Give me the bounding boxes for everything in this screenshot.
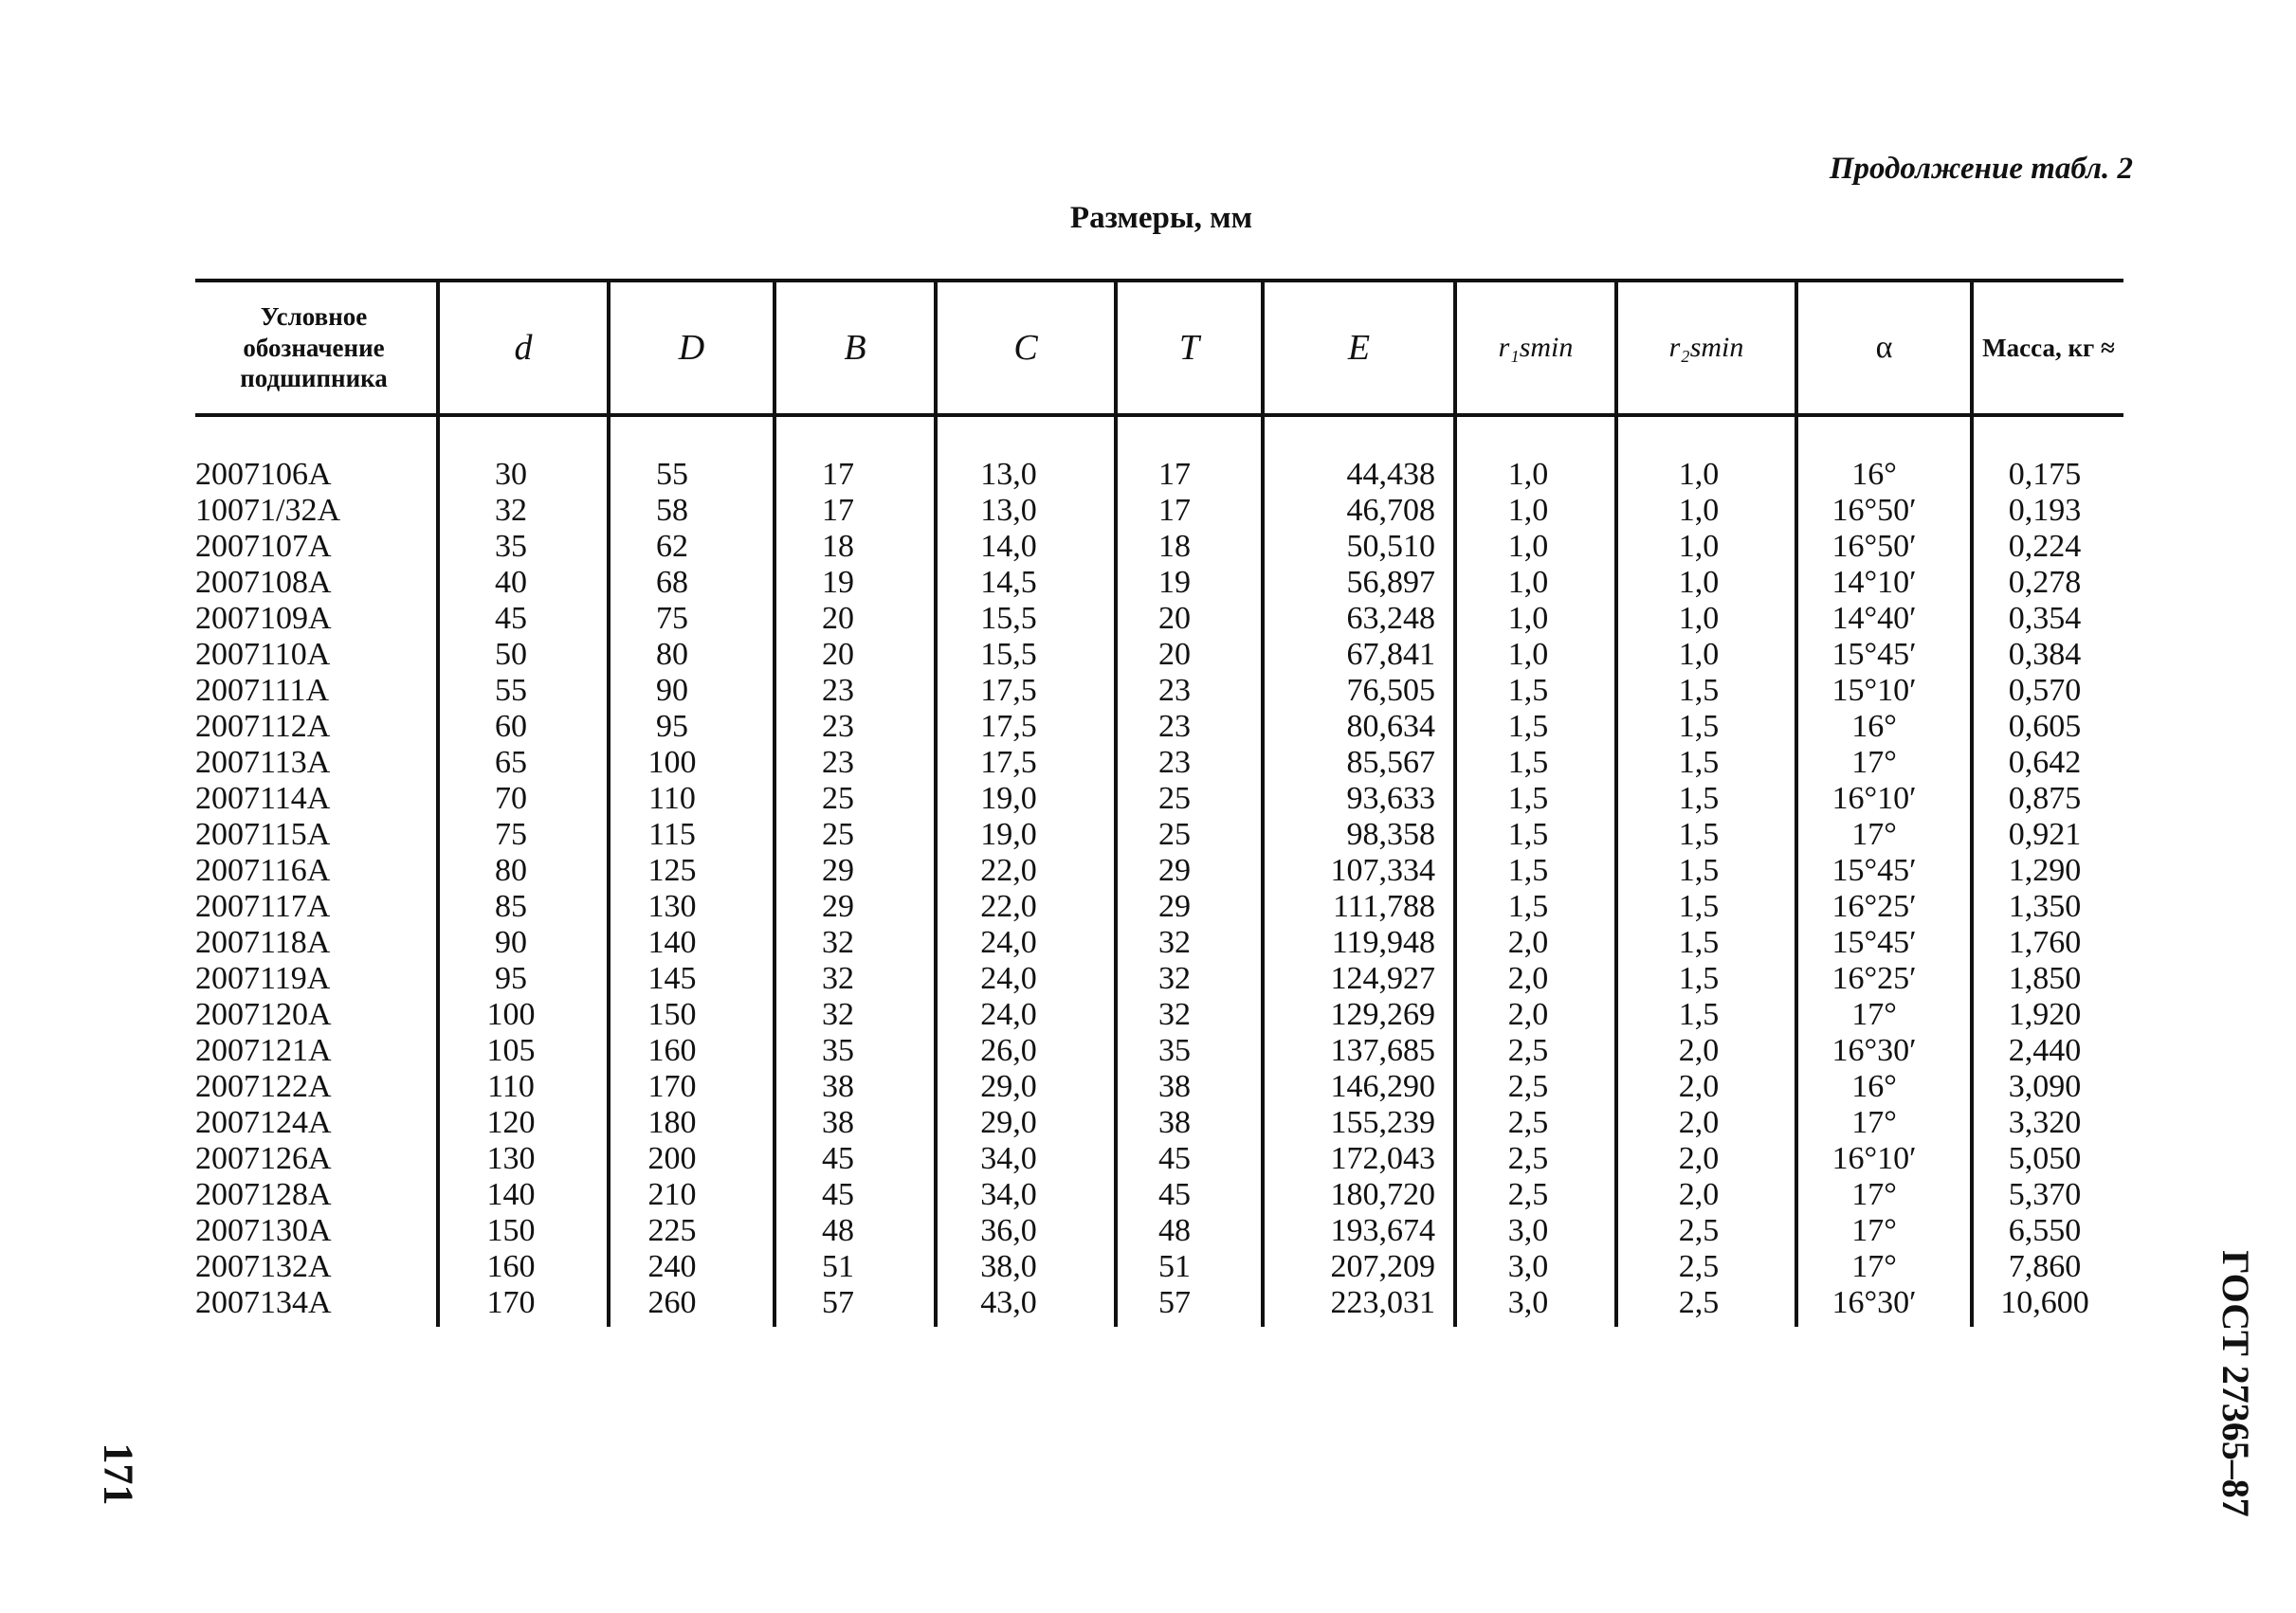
table-cell: 13,0	[980, 493, 1037, 528]
table-cell: 17°	[1851, 745, 1897, 780]
table-cell: 90	[495, 925, 527, 960]
table-cell: 23	[1158, 673, 1191, 708]
table-cell: 55	[495, 673, 527, 708]
table-cell: 29	[822, 889, 854, 924]
table-cell: 17,5	[980, 709, 1037, 744]
table-cell: 260	[647, 1285, 697, 1320]
table-cell: 35	[822, 1033, 854, 1068]
table-cell: 80	[656, 637, 688, 672]
table-cell: 100	[486, 997, 536, 1032]
table-cell: 32	[1158, 925, 1191, 960]
table-cell: 2007114А	[195, 781, 331, 816]
table-cell: 19	[1158, 565, 1191, 600]
table-cell: 0,175	[2008, 457, 2082, 492]
table-cell: 43,0	[980, 1285, 1037, 1320]
table-cell: 17°	[1851, 1177, 1897, 1212]
table-cell: 45	[1158, 1177, 1191, 1212]
table-cell: 15°45′	[1831, 925, 1917, 960]
table-cell: 20	[1158, 601, 1191, 636]
table-cell: 15°45′	[1831, 853, 1917, 888]
table-cell: 75	[495, 817, 527, 852]
table-cell: 1,5	[1507, 853, 1549, 888]
column-T	[1118, 457, 1231, 1321]
table-cell: 62	[656, 529, 688, 564]
table-cell: 0,875	[2008, 781, 2082, 816]
table-cell: 1,5	[1678, 889, 1720, 924]
table-cell: 1,5	[1678, 997, 1720, 1032]
table-cell: 20	[822, 601, 854, 636]
table-cell: 180	[647, 1105, 697, 1140]
table-cell: 115	[648, 817, 696, 852]
table-cell: 19,0	[980, 781, 1037, 816]
table-cell: 24,0	[980, 961, 1037, 996]
table-cell: 1,5	[1678, 745, 1720, 780]
table-cell: 75	[656, 601, 688, 636]
column-mass	[1974, 457, 2116, 1321]
table-cell: 17	[1158, 457, 1191, 492]
table-cell: 45	[495, 601, 527, 636]
table-cell: 150	[647, 997, 697, 1032]
units-label: Размеры, мм	[1069, 201, 1253, 235]
table-cell: 1,5	[1678, 709, 1720, 744]
table-cell: 3,0	[1507, 1285, 1549, 1320]
table-cell: 1,0	[1678, 565, 1720, 600]
table-cell: 36,0	[980, 1213, 1037, 1248]
table-cell: 16°	[1851, 457, 1897, 492]
table-cell: 29,0	[980, 1105, 1037, 1140]
table-cell: 23	[1158, 709, 1191, 744]
table-cell: 1,0	[1678, 601, 1720, 636]
table-cell: 93,633	[1346, 781, 1435, 816]
table-cell: 130	[486, 1141, 536, 1176]
table-cell: 48	[822, 1213, 854, 1248]
table-cell: 16°	[1851, 1069, 1897, 1104]
table-cell: 26,0	[980, 1033, 1037, 1068]
table-cell: 29	[1158, 889, 1191, 924]
table-cell: 0,642	[2008, 745, 2082, 780]
table-cell: 1,5	[1507, 673, 1549, 708]
table-cell: 130	[647, 889, 697, 924]
table-cell: 2007106А	[195, 457, 332, 492]
table-cell: 170	[486, 1285, 536, 1320]
header-C: C	[1013, 328, 1038, 368]
table-cell: 18	[1158, 529, 1191, 564]
header-designation: Условное обозначение подшипника	[240, 302, 388, 393]
table-cell: 2007132А	[195, 1249, 332, 1284]
table-cell: 1,5	[1507, 889, 1549, 924]
table-cell: 3,0	[1507, 1213, 1549, 1248]
table-cell: 2007107А	[195, 529, 332, 564]
table-cell: 29	[1158, 853, 1191, 888]
table-cell: 2007110А	[195, 637, 331, 672]
table-cell: 63,248	[1346, 601, 1435, 636]
table-cell: 207,209	[1330, 1249, 1435, 1284]
table-cell: 38	[822, 1069, 854, 1104]
table-cell: 2007118А	[195, 925, 331, 960]
table-cell: 85,567	[1346, 745, 1435, 780]
table-cell: 14°10′	[1831, 565, 1917, 600]
table-cell: 15°10′	[1831, 673, 1917, 708]
table-cell: 1,0	[1678, 529, 1720, 564]
table-header-rule	[195, 413, 2123, 417]
table-cell: 32	[822, 961, 854, 996]
table-cell: 15°45′	[1831, 637, 1917, 672]
table-cell: 15,5	[980, 637, 1037, 672]
table-cell: 51	[822, 1249, 854, 1284]
table-cell: 1,5	[1507, 745, 1549, 780]
table-cell: 22,0	[980, 853, 1037, 888]
table-cell: 17°	[1851, 997, 1897, 1032]
table-cell: 200	[647, 1141, 697, 1176]
table-cell: 34,0	[980, 1177, 1037, 1212]
table-cell: 125	[647, 853, 697, 888]
column-D	[610, 457, 734, 1321]
table-cell: 1,0	[1678, 493, 1720, 528]
table-cell: 172,043	[1330, 1141, 1435, 1176]
table-cell: 2,0	[1507, 961, 1549, 996]
table-cell: 1,0	[1507, 493, 1549, 528]
table-cell: 14,0	[980, 529, 1037, 564]
table-cell: 119,948	[1331, 925, 1435, 960]
table-cell: 155,239	[1330, 1105, 1435, 1140]
table-cell: 16°50′	[1831, 529, 1917, 564]
table-cell: 0,278	[2008, 565, 2082, 600]
table-cell: 3,090	[2008, 1069, 2082, 1104]
table-cell: 146,290	[1330, 1069, 1435, 1104]
table-cell: 2007119А	[195, 961, 331, 996]
table-cell: 13,0	[980, 457, 1037, 492]
table-cell: 1,5	[1507, 781, 1549, 816]
table-cell: 1,850	[2008, 961, 2082, 996]
header-D: D	[678, 328, 705, 368]
table-cell: 32	[495, 493, 527, 528]
table-cell: 129,269	[1330, 997, 1435, 1032]
table-cell: 124,927	[1330, 961, 1435, 996]
table-cell: 1,0	[1507, 601, 1549, 636]
table-cell: 2007122А	[195, 1069, 332, 1104]
table-cell: 48	[1158, 1213, 1191, 1248]
column-designation	[195, 457, 432, 1321]
table-cell: 24,0	[980, 925, 1037, 960]
table-cell: 0,921	[2008, 817, 2082, 852]
column-r1smin	[1457, 457, 1599, 1321]
table-cell: 0,354	[2008, 601, 2082, 636]
table-cell: 2,440	[2008, 1033, 2082, 1068]
table-cell: 32	[822, 925, 854, 960]
table-cell: 0,570	[2008, 673, 2082, 708]
table-cell: 1,5	[1507, 817, 1549, 852]
table-cell: 14°40′	[1831, 601, 1917, 636]
table-cell: 2,5	[1507, 1177, 1549, 1212]
table-cell: 100	[647, 745, 697, 780]
table-cell: 60	[495, 709, 527, 744]
table-cell: 210	[647, 1177, 697, 1212]
table-cell: 1,5	[1678, 817, 1720, 852]
table-cell: 68	[656, 565, 688, 600]
table-cell: 38	[1158, 1105, 1191, 1140]
table-cell: 150	[486, 1213, 536, 1248]
page-number: 171	[95, 1442, 142, 1506]
table-cell: 17,5	[980, 745, 1037, 780]
table-cell: 2007116А	[195, 853, 331, 888]
table-cell: 58	[656, 493, 688, 528]
table-cell: 2,5	[1678, 1285, 1720, 1320]
table-cell: 17°	[1851, 1249, 1897, 1284]
header-r2smin: r₂smin	[1668, 332, 1744, 363]
table-cell: 23	[822, 673, 854, 708]
table-cell: 120	[486, 1105, 536, 1140]
table-cell: 2007112А	[195, 709, 331, 744]
table-cell: 180,720	[1330, 1177, 1435, 1212]
table-cell: 18	[822, 529, 854, 564]
table-cell: 110	[648, 781, 696, 816]
column-r2smin	[1618, 457, 1779, 1321]
table-cell: 160	[647, 1033, 697, 1068]
table-cell: 57	[1158, 1285, 1191, 1320]
table-cell: 225	[647, 1213, 697, 1248]
table-cell: 2,5	[1507, 1069, 1549, 1104]
header-T: T	[1178, 328, 1200, 368]
table-cell: 2007128А	[195, 1177, 332, 1212]
table-cell: 16°	[1851, 709, 1897, 744]
table-cell: 0,224	[2008, 529, 2082, 564]
table-cell: 17	[822, 493, 854, 528]
table-cell: 2,5	[1507, 1141, 1549, 1176]
table-cell: 16°25′	[1831, 961, 1917, 996]
table-cell: 2,5	[1507, 1105, 1549, 1140]
table-cell: 1,5	[1507, 709, 1549, 744]
table-cell: 34,0	[980, 1141, 1037, 1176]
table-cell: 95	[656, 709, 688, 744]
table-cell: 1,350	[2008, 889, 2082, 924]
table-cell: 2007115А	[195, 817, 331, 852]
table-cell: 1,0	[1507, 637, 1549, 672]
table-cell: 2,5	[1678, 1249, 1720, 1284]
table-cell: 2007121А	[195, 1033, 332, 1068]
table-cell: 20	[822, 637, 854, 672]
header-alpha	[1798, 282, 1970, 413]
table-cell: 1,0	[1678, 457, 1720, 492]
table-cell: 107,334	[1330, 853, 1435, 888]
header-d: d	[514, 328, 533, 368]
table-cell: 137,685	[1330, 1033, 1435, 1068]
table-cell: 140	[647, 925, 697, 960]
table-cell: 1,760	[2008, 925, 2082, 960]
table-cell: 5,370	[2008, 1177, 2082, 1212]
table-cell: 140	[486, 1177, 536, 1212]
table-cell: 2007113А	[195, 745, 331, 780]
table-cell: 0,605	[2008, 709, 2082, 744]
table-cell: 55	[656, 457, 688, 492]
table-cell: 38	[1158, 1069, 1191, 1104]
table-cell: 15,5	[980, 601, 1037, 636]
table-cell: 2007126А	[195, 1141, 332, 1176]
table-cell: 2007108А	[195, 565, 332, 600]
table-cell: 16°30′	[1831, 1285, 1917, 1320]
column-E	[1265, 457, 1435, 1321]
table-cell: 98,358	[1346, 817, 1435, 852]
column-alpha	[1798, 457, 1950, 1321]
table-cell: 70	[495, 781, 527, 816]
table-cell: 40	[495, 565, 527, 600]
table-cell: 1,5	[1678, 853, 1720, 888]
table-cell: 45	[822, 1177, 854, 1212]
table-cell: 2007111А	[195, 673, 330, 708]
table-cell: 16°50′	[1831, 493, 1917, 528]
table-cell: 45	[822, 1141, 854, 1176]
table-cell: 22,0	[980, 889, 1037, 924]
table-cell: 5,050	[2008, 1141, 2082, 1176]
table-cell: 16°30′	[1831, 1033, 1917, 1068]
table-cell: 2,5	[1678, 1213, 1720, 1248]
table-cell: 25	[1158, 817, 1191, 852]
standard-code: ГОСТ 27365–87	[2214, 1250, 2257, 1517]
column-d	[440, 457, 582, 1321]
table-cell: 2007124А	[195, 1105, 332, 1140]
table-cell: 44,438	[1346, 457, 1435, 492]
table-cell: 1,0	[1678, 637, 1720, 672]
table-cell: 2007117А	[195, 889, 331, 924]
table-cell: 3,320	[2008, 1105, 2082, 1140]
table-cell: 1,5	[1678, 925, 1720, 960]
table-cell: 30	[495, 457, 527, 492]
table-cell: 24,0	[980, 997, 1037, 1032]
table-cell: 10071/32А	[195, 493, 340, 528]
table-cell: 32	[1158, 997, 1191, 1032]
table-cell: 16°10′	[1831, 1141, 1917, 1176]
table-cell: 1,5	[1678, 961, 1720, 996]
table-cell: 25	[822, 817, 854, 852]
alpha-symbol: α	[1875, 330, 1893, 365]
table-cell: 14,5	[980, 565, 1037, 600]
table-cell: 25	[1158, 781, 1191, 816]
table-cell: 2,0	[1507, 997, 1549, 1032]
table-cell: 38,0	[980, 1249, 1037, 1284]
table-cell: 3,0	[1507, 1249, 1549, 1284]
table-cell: 0,384	[2008, 637, 2082, 672]
table-cell: 23	[822, 709, 854, 744]
table-cell: 2007130А	[195, 1213, 332, 1248]
table-cell: 85	[495, 889, 527, 924]
table-cell: 2,0	[1507, 925, 1549, 960]
table-cell: 6,550	[2008, 1213, 2082, 1248]
table-cell: 32	[1158, 961, 1191, 996]
table-cell: 2,0	[1678, 1177, 1720, 1212]
table-cell: 17°	[1851, 1105, 1897, 1140]
table-cell: 223,031	[1330, 1285, 1435, 1320]
table-cell: 46,708	[1346, 493, 1435, 528]
table-cell: 95	[495, 961, 527, 996]
table-cell: 38	[822, 1105, 854, 1140]
table-cell: 19,0	[980, 817, 1037, 852]
table-cell: 29,0	[980, 1069, 1037, 1104]
table-cell: 90	[656, 673, 688, 708]
table-cell: 50,510	[1346, 529, 1435, 564]
table-cell: 1,0	[1507, 457, 1549, 492]
table-cell: 65	[495, 745, 527, 780]
table-cell: 17	[1158, 493, 1191, 528]
table-cell: 111,788	[1333, 889, 1435, 924]
table-cell: 32	[822, 997, 854, 1032]
table-cell: 2,0	[1678, 1033, 1720, 1068]
table-cell: 2,0	[1678, 1069, 1720, 1104]
table-cell: 16°10′	[1831, 781, 1917, 816]
table-cell: 1,5	[1678, 673, 1720, 708]
table-cell: 240	[647, 1249, 697, 1284]
table-cell: 23	[822, 745, 854, 780]
table-cell: 51	[1158, 1249, 1191, 1284]
table-cell: 170	[647, 1069, 697, 1104]
table-cell: 17°	[1851, 1213, 1897, 1248]
table-cell: 80,634	[1346, 709, 1435, 744]
column-C	[938, 457, 1080, 1321]
table-cell: 67,841	[1346, 637, 1435, 672]
continuation-label: Продолжение табл. 2	[1829, 152, 2133, 186]
table-cell: 2,5	[1507, 1033, 1549, 1068]
table-cell: 17°	[1851, 817, 1897, 852]
table-cell: 1,0	[1507, 529, 1549, 564]
table-cell: 2,0	[1678, 1105, 1720, 1140]
header-E: E	[1347, 328, 1371, 368]
table-cell: 2,0	[1678, 1141, 1720, 1176]
table-cell: 25	[822, 781, 854, 816]
table-cell: 1,5	[1678, 781, 1720, 816]
table-cell: 19	[822, 565, 854, 600]
table-cell: 145	[647, 961, 697, 996]
table-cell: 110	[487, 1069, 535, 1104]
table-cell: 7,860	[2008, 1249, 2082, 1284]
table-cell: 35	[1158, 1033, 1191, 1068]
table-cell: 160	[486, 1249, 536, 1284]
table-cell: 76,505	[1346, 673, 1435, 708]
table-cell: 56,897	[1346, 565, 1435, 600]
table-cell: 1,290	[2008, 853, 2082, 888]
column-B	[776, 457, 900, 1321]
table-cell: 16°25′	[1831, 889, 1917, 924]
table-cell: 50	[495, 637, 527, 672]
header-B: B	[844, 328, 866, 368]
table-cell: 2007120А	[195, 997, 332, 1032]
table-cell: 17	[822, 457, 854, 492]
table-cell: 2007109А	[195, 601, 332, 636]
table-cell: 80	[495, 853, 527, 888]
table-cell: 193,674	[1330, 1213, 1435, 1248]
table-cell: 1,0	[1507, 565, 1549, 600]
header-r1smin: r₁smin	[1498, 332, 1574, 363]
table-cell: 45	[1158, 1141, 1191, 1176]
table-cell: 20	[1158, 637, 1191, 672]
table-cell: 10,600	[2000, 1285, 2089, 1320]
table-cell: 105	[486, 1033, 536, 1068]
table-cell: 23	[1158, 745, 1191, 780]
table-cell: 0,193	[2008, 493, 2082, 528]
table-cell: 29	[822, 853, 854, 888]
header-mass: Масса, кг ≈	[1982, 333, 2115, 362]
table-cell: 2007134А	[195, 1285, 332, 1320]
table-cell: 17,5	[980, 673, 1037, 708]
table-cell: 57	[822, 1285, 854, 1320]
table-cell: 1,920	[2008, 997, 2082, 1032]
table-cell: 35	[495, 529, 527, 564]
